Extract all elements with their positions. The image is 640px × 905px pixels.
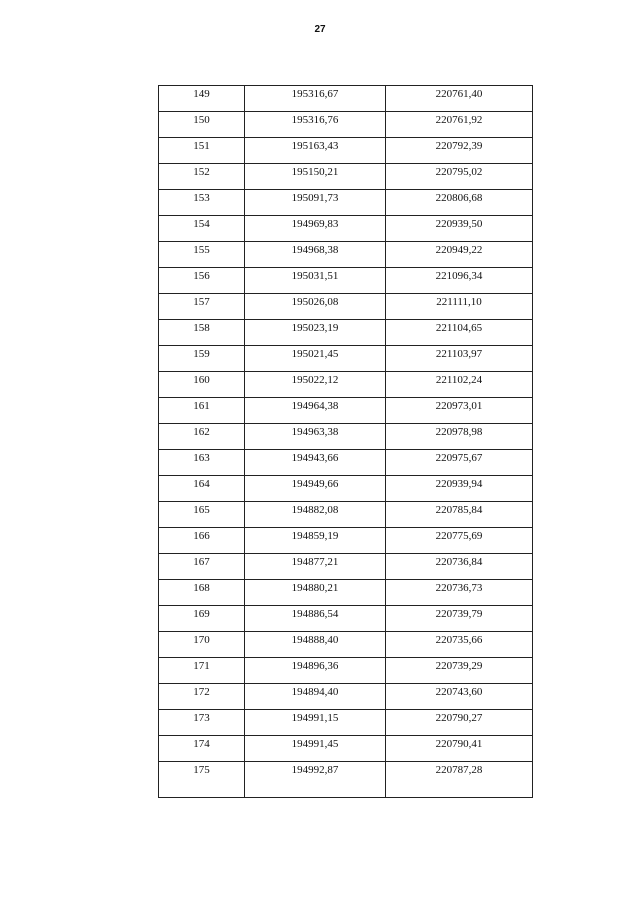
y-coordinate-cell: 220736,73 — [386, 580, 533, 606]
table-row — [159, 138, 533, 164]
table-row — [159, 528, 533, 554]
point-number-cell: 172 — [159, 684, 245, 710]
x-coordinate-cell: 195026,08 — [245, 294, 386, 320]
point-number-cell: 174 — [159, 736, 245, 762]
x-coordinate-cell: 195023,19 — [245, 320, 386, 346]
x-coordinate-cell: 195021,45 — [245, 346, 386, 372]
table-row — [159, 736, 533, 762]
y-coordinate-cell: 220792,39 — [386, 138, 533, 164]
y-coordinate-cell: 220949,22 — [386, 242, 533, 268]
point-number-cell: 173 — [159, 710, 245, 736]
table-row — [159, 164, 533, 190]
x-coordinate-cell: 194882,08 — [245, 502, 386, 528]
point-number-cell: 156 — [159, 268, 245, 294]
x-coordinate-cell: 194894,40 — [245, 684, 386, 710]
point-number-cell: 153 — [159, 190, 245, 216]
table-row — [159, 580, 533, 606]
point-number-cell: 162 — [159, 424, 245, 450]
table-row — [159, 294, 533, 320]
y-coordinate-cell: 220739,79 — [386, 606, 533, 632]
x-coordinate-cell: 194943,66 — [245, 450, 386, 476]
x-coordinate-cell: 194877,21 — [245, 554, 386, 580]
point-number-cell: 161 — [159, 398, 245, 424]
point-number-cell: 158 — [159, 320, 245, 346]
x-coordinate-cell: 194963,38 — [245, 424, 386, 450]
point-number-cell: 168 — [159, 580, 245, 606]
x-coordinate-cell: 194949,66 — [245, 476, 386, 502]
y-coordinate-cell: 221102,24 — [386, 372, 533, 398]
y-coordinate-cell: 220939,50 — [386, 216, 533, 242]
point-number-cell: 152 — [159, 164, 245, 190]
table-row — [159, 398, 533, 424]
table-row — [159, 86, 533, 112]
x-coordinate-cell: 194991,45 — [245, 736, 386, 762]
table-row — [159, 502, 533, 528]
x-coordinate-cell: 194888,40 — [245, 632, 386, 658]
y-coordinate-cell: 220761,40 — [386, 86, 533, 112]
x-coordinate-cell: 195150,21 — [245, 164, 386, 190]
y-coordinate-cell: 220743,60 — [386, 684, 533, 710]
y-coordinate-cell: 221103,97 — [386, 346, 533, 372]
table-row — [159, 762, 533, 798]
point-number-cell: 154 — [159, 216, 245, 242]
point-number-cell: 169 — [159, 606, 245, 632]
point-number-cell: 163 — [159, 450, 245, 476]
point-number-cell: 175 — [159, 762, 245, 798]
table-row — [159, 658, 533, 684]
point-number-cell: 149 — [159, 86, 245, 112]
table-row — [159, 554, 533, 580]
x-coordinate-cell: 194969,83 — [245, 216, 386, 242]
x-coordinate-cell: 194896,36 — [245, 658, 386, 684]
x-coordinate-cell: 195163,43 — [245, 138, 386, 164]
y-coordinate-cell: 220735,66 — [386, 632, 533, 658]
x-coordinate-cell: 194991,15 — [245, 710, 386, 736]
x-coordinate-cell: 194968,38 — [245, 242, 386, 268]
point-number-cell: 165 — [159, 502, 245, 528]
y-coordinate-cell: 221096,34 — [386, 268, 533, 294]
table-row — [159, 320, 533, 346]
table-row — [159, 450, 533, 476]
x-coordinate-cell: 194880,21 — [245, 580, 386, 606]
y-coordinate-cell: 220775,69 — [386, 528, 533, 554]
x-coordinate-cell: 194992,87 — [245, 762, 386, 798]
point-number-cell: 164 — [159, 476, 245, 502]
x-coordinate-cell: 195091,73 — [245, 190, 386, 216]
y-coordinate-cell: 220785,84 — [386, 502, 533, 528]
page-number: 27 — [314, 24, 326, 35]
y-coordinate-cell: 220739,29 — [386, 658, 533, 684]
table-row — [159, 372, 533, 398]
point-number-cell: 151 — [159, 138, 245, 164]
point-number-cell: 170 — [159, 632, 245, 658]
table-row — [159, 216, 533, 242]
table-row — [159, 346, 533, 372]
y-coordinate-cell: 220975,67 — [386, 450, 533, 476]
y-coordinate-cell: 220973,01 — [386, 398, 533, 424]
table-row — [159, 632, 533, 658]
table-row — [159, 684, 533, 710]
table-row — [159, 268, 533, 294]
y-coordinate-cell: 220790,41 — [386, 736, 533, 762]
table-row — [159, 710, 533, 736]
y-coordinate-cell: 221104,65 — [386, 320, 533, 346]
y-coordinate-cell: 220978,98 — [386, 424, 533, 450]
x-coordinate-cell: 194859,19 — [245, 528, 386, 554]
y-coordinate-cell: 220787,28 — [386, 762, 533, 798]
point-number-cell: 167 — [159, 554, 245, 580]
point-number-cell: 160 — [159, 372, 245, 398]
x-coordinate-cell: 195316,76 — [245, 112, 386, 138]
x-coordinate-cell: 194886,54 — [245, 606, 386, 632]
y-coordinate-cell: 220761,92 — [386, 112, 533, 138]
y-coordinate-cell: 220795,02 — [386, 164, 533, 190]
point-number-cell: 155 — [159, 242, 245, 268]
x-coordinate-cell: 195031,51 — [245, 268, 386, 294]
y-coordinate-cell: 221111,10 — [386, 294, 533, 320]
point-number-cell: 157 — [159, 294, 245, 320]
x-coordinate-cell: 194964,38 — [245, 398, 386, 424]
table-row — [159, 112, 533, 138]
table-row — [159, 476, 533, 502]
table-row — [159, 424, 533, 450]
point-number-cell: 166 — [159, 528, 245, 554]
table-row — [159, 242, 533, 268]
point-number-cell: 171 — [159, 658, 245, 684]
coordinates-table-body — [159, 86, 533, 798]
x-coordinate-cell: 195022,12 — [245, 372, 386, 398]
table-row — [159, 606, 533, 632]
y-coordinate-cell: 220790,27 — [386, 710, 533, 736]
x-coordinate-cell: 195316,67 — [245, 86, 386, 112]
y-coordinate-cell: 220736,84 — [386, 554, 533, 580]
point-number-cell: 159 — [159, 346, 245, 372]
table-row — [159, 190, 533, 216]
y-coordinate-cell: 220939,94 — [386, 476, 533, 502]
coordinates-table — [158, 85, 533, 798]
point-number-cell: 150 — [159, 112, 245, 138]
y-coordinate-cell: 220806,68 — [386, 190, 533, 216]
